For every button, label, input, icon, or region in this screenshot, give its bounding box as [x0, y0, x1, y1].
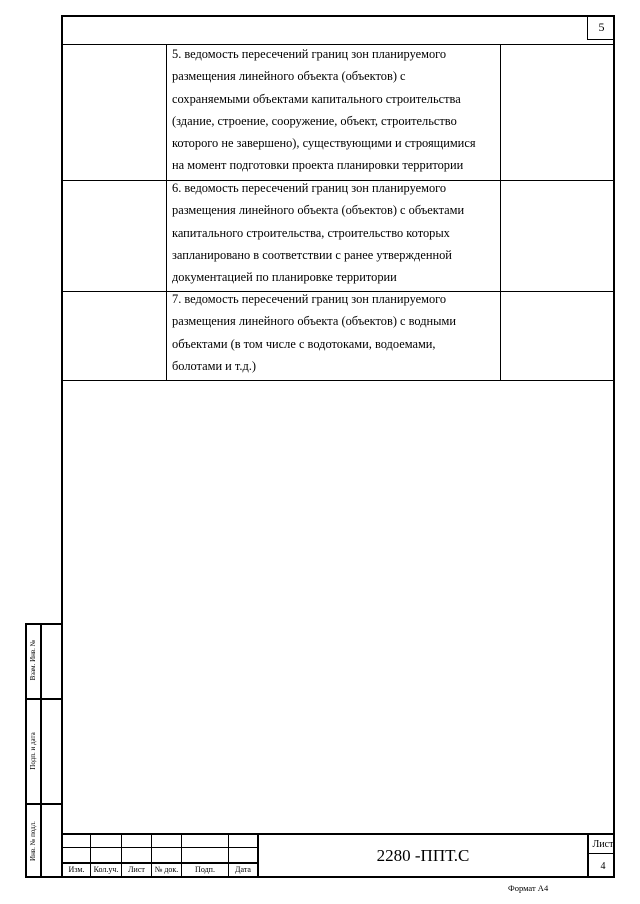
row-line: объектами (в том числе с водотоками, водоемами, [172, 336, 436, 351]
col-data: Дата [235, 865, 251, 874]
vzam-inv-label: Взам. Инв. № [29, 639, 37, 681]
row-line: размещения линейного объекта (объектов) с [172, 69, 406, 84]
page-corner-number: 5 [587, 15, 615, 40]
title-block-top [61, 833, 615, 835]
table-row [172, 43, 476, 177]
sheet-label: Лист [592, 839, 614, 850]
podp-data-label: Подп. и дата [29, 732, 37, 770]
row-line: на момент подготовки проекта планировки территории [172, 158, 464, 173]
col-podp: Подп. [195, 865, 215, 874]
col-doc: № док. [154, 865, 179, 874]
format-label: Формат А4 [508, 883, 549, 893]
table-row [172, 288, 456, 377]
row-line: (здание, строение, сооружение, объект, строительство [172, 113, 457, 128]
row-line: 7. ведомость пересечений границ зон планируемого [172, 292, 447, 306]
row-line: размещения линейного объекта (объектов) с объектами [172, 203, 465, 218]
table-col-divider [500, 44, 501, 381]
col-kol-uch: Кол.уч. [93, 865, 119, 874]
col-izm: Изм. [68, 865, 85, 874]
row-line: размещения линейного объекта (объектов) с водными [172, 314, 456, 329]
table-col-divider [166, 44, 167, 381]
title-block-row [587, 853, 615, 854]
row-line: 5. ведомость пересечений границ зон планируемого [172, 47, 447, 61]
table-row [172, 177, 464, 288]
col-list: Лист [128, 865, 145, 874]
document-number: 2280 -ППТ.С [376, 846, 470, 865]
row-line: сохраняемыми объектами капитального строительства [172, 91, 461, 106]
row-line: капитального строительства, строительство которых [172, 225, 450, 240]
row-line: болотами и т.д.) [172, 358, 257, 373]
row-line: запланировано в соответствии с ранее утвержденной [172, 247, 452, 262]
sheet-number: 4 [600, 861, 606, 872]
inv-podl-label: Инв. № подл. [29, 821, 37, 861]
row-line: документацией по планировке территории [172, 270, 397, 285]
row-line: которого не завершено), существующими и строящимися [172, 136, 476, 151]
row-line: 6. ведомость пересечений границ зон планируемого [172, 181, 447, 195]
side-stamp-divider [40, 623, 42, 878]
table-bottom-line [61, 380, 615, 381]
